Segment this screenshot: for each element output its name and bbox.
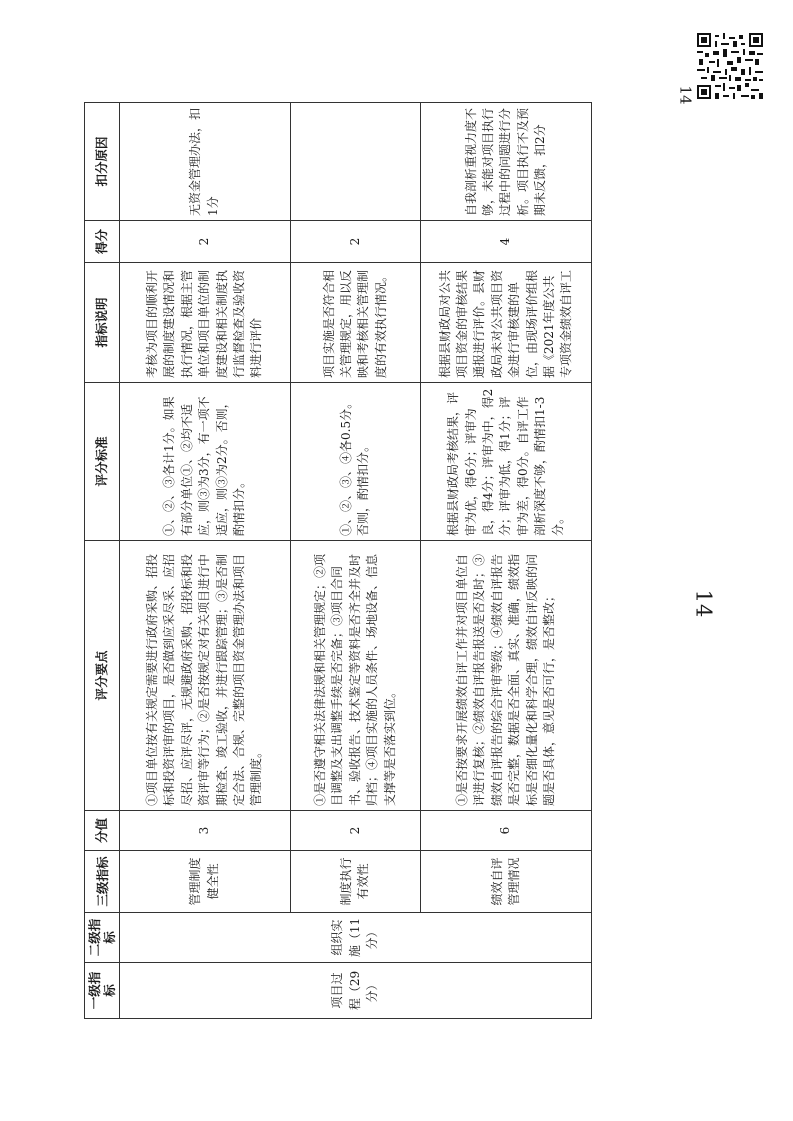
indicator-desc-cell: 考核为项目的顺利开展的制度建设情况和执行情况，根据主管单位和项目单位的制度建设和相关制度执行监督检查及验收资料进行评价 bbox=[120, 263, 291, 383]
score-cell: 2 bbox=[290, 221, 421, 263]
deduction-cell: 无资金管理办法，扣1分 bbox=[120, 103, 291, 221]
header-score-value: 分值 bbox=[85, 811, 120, 851]
key-points-cell: ①是否按要求开展绩效自评工作并对项目单位自评进行复核；②绩效自评报告报送是否及时；③绩效自评报告的综合评审等级；④绩效自评报告是否完整，数据是否全面、真实、准确，绩效指标是否细化量化和科学合理，绩效自评反映的问题是否具体，意见是否可行，是否整改； bbox=[421, 541, 592, 811]
score-value-cell: 2 bbox=[290, 811, 421, 851]
criteria-cell: ①、②、③、④各0.5分。否则，酌情扣分。 bbox=[290, 383, 421, 541]
criteria-cell: 根据县财政局考核结果，评审为优，得6分；评审为良，得4分；评审为中，得2分；评审为低，得1分；评审为差，得0分。自评工作剖析深度不够，酌情扣1-3分。 bbox=[421, 383, 592, 541]
key-points-cell: ①项目单位按有关规定需要进行政府采购、招投标和投资评审的项目，是否做到应采尽采、应招尽招、应评尽评，无规避政府采购、招投标和投资评审等行为；②是否按规定对有关项目进行中期检查、竣工验收，并进行跟踪管理；③是否制定合法、合规、完整的项目资金管理办法和项目管理制度。 bbox=[120, 541, 291, 811]
score-value-cell: 3 bbox=[120, 811, 291, 851]
header-indicator-desc: 指标说明 bbox=[85, 263, 120, 383]
deduction-cell: 自我剖析重视力度不够，未能对项目执行过程中的问题进行分析。项目执行不及预期未反馈，扣2分 bbox=[421, 103, 592, 221]
criteria-cell: ①、②、③各计1分。如果有部分单位①、②均不适应，则③为3分，有一项不适应，则③为2分。否则，酌情扣分。 bbox=[120, 383, 291, 541]
header-level2: 二级指标 bbox=[85, 913, 120, 963]
table-row bbox=[290, 103, 421, 1019]
level3-cell: 绩效自评管理情况 bbox=[421, 851, 592, 913]
score-cell: 4 bbox=[421, 221, 592, 263]
table-row bbox=[120, 103, 291, 1019]
header-deduction: 扣分原因 bbox=[85, 103, 120, 221]
score-cell: 2 bbox=[120, 221, 291, 263]
qr-code-icon bbox=[697, 33, 763, 99]
side-page-mark: 14 bbox=[676, 85, 695, 105]
evaluation-table-rotated bbox=[84, 103, 592, 1019]
level1-cell: 项目过程（29分） bbox=[120, 963, 592, 1019]
deduction-cell bbox=[290, 103, 421, 221]
indicator-desc-cell: 根据县财政局对公共项目资金的审核结果通报进行评价。县财政局未对公共项目资金进行审核建的单位，由现场评价组根据《2021年度公共专项资金绩效自评工 bbox=[421, 263, 592, 383]
score-value-cell: 6 bbox=[421, 811, 592, 851]
header-level1: 一级指标 bbox=[85, 963, 120, 1019]
evaluation-table bbox=[84, 102, 592, 1019]
level3-cell: 制度执行有效性 bbox=[290, 851, 421, 913]
header-key-points: 评分要点 bbox=[85, 541, 120, 811]
level2-cell: 组织实施（11分） bbox=[120, 913, 592, 963]
page-number: 14 bbox=[691, 589, 716, 619]
table-row bbox=[421, 103, 592, 1019]
key-points-cell: ①是否遵守相关法律法规和相关管理规定；②项目调整及支出调整手续是否完备；③项目合同书、验收报告、技术鉴定等资料是否齐全并及时归档；④项目实施的人员条件、场地设备、信息支撑等是否落实到位。 bbox=[290, 541, 421, 811]
header-score: 得分 bbox=[85, 221, 120, 263]
level3-cell: 管理制度健全性 bbox=[120, 851, 291, 913]
table-header-row bbox=[85, 103, 120, 1019]
header-level3: 三级指标 bbox=[85, 851, 120, 913]
indicator-desc-cell: 项目实施是否符合相关管理规定，用以反映和考核相关管理制度的有效执行情况。 bbox=[290, 263, 421, 383]
header-criteria: 评分标准 bbox=[85, 383, 120, 541]
